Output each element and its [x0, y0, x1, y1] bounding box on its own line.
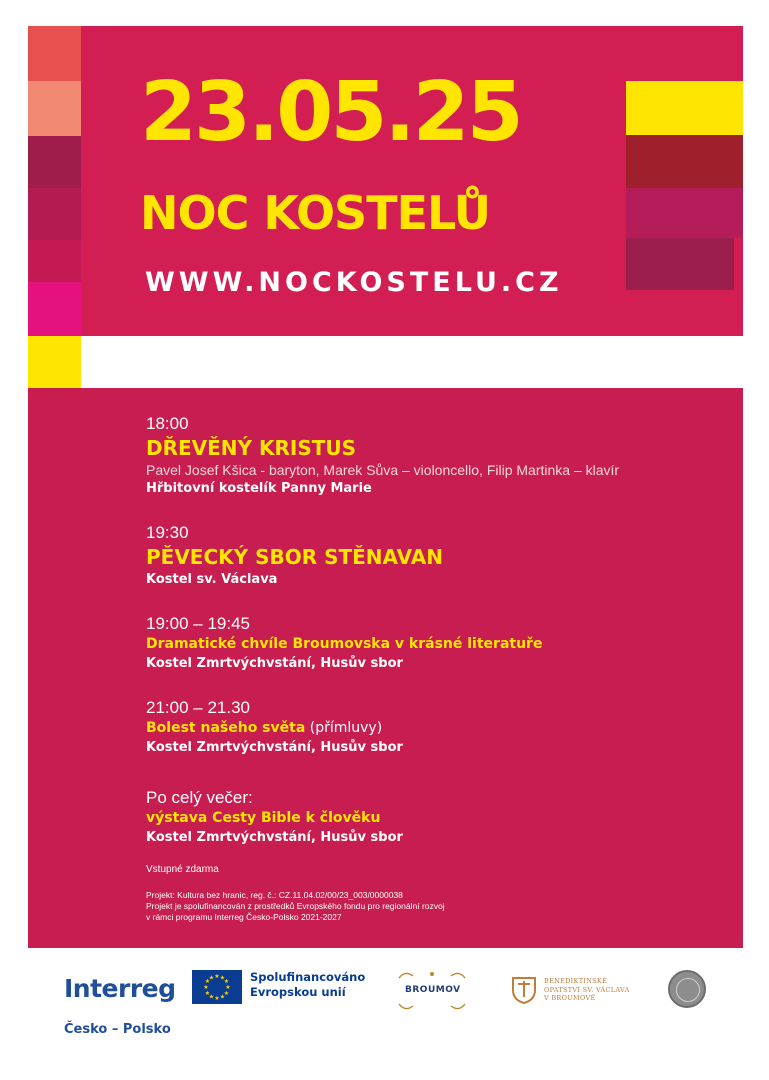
program-name: Bolest našeho světa [146, 720, 306, 736]
svg-text:★: ★ [223, 990, 230, 997]
logo-bar [0, 960, 769, 1070]
abbey-line: V BROUMOVĚ [544, 994, 596, 1002]
eu-line: Spolufinancováno [250, 970, 366, 984]
broumov-logo [395, 968, 469, 1012]
svg-text:★: ★ [208, 993, 215, 1001]
program-item [146, 787, 726, 847]
abbey-line: OPATSTVÍ SV. VÁCLAVA [544, 985, 630, 994]
program-place: Kostel Zmrtvýchvstání, Husův sbor [146, 830, 403, 845]
program-name: výstava Cesty Bible k člověku [146, 810, 381, 826]
stripe-yellow [626, 81, 743, 135]
svg-text:★: ★ [219, 993, 226, 1001]
program-place: Kostel Zmrtvýchvstání, Husův sbor [146, 740, 403, 755]
stripe-berry [626, 188, 743, 238]
project-line: v rámci programu Interreg Česko-Polsko 2021-2027 [146, 912, 342, 922]
program-note: (přímluvy) [305, 720, 383, 736]
project-info [146, 890, 445, 923]
program-time: Po celý večer: [146, 788, 253, 807]
svg-text:★: ★ [214, 995, 220, 1002]
program-time: 19:00 – 19:45 [146, 614, 250, 633]
color-square-plum [28, 136, 81, 188]
program-name-line [146, 719, 726, 738]
event-url: WWW.NOCKOSTELU.CZ [145, 267, 563, 298]
abbey-line: BENEDIKTINSKÉ [544, 977, 608, 985]
program-place: Kostel sv. Václava [146, 572, 278, 587]
program-performers: Pavel Josef Kšica - baryton, Marek Sůva – violoncello, Filip Martinka – klavír [146, 462, 620, 478]
program-place: Kostel Zmrtvýchvstání, Husův sbor [146, 656, 403, 671]
stripe-plum [626, 238, 734, 290]
project-line: Projekt: Kultura bez hranic, reg. č.: CZ.11.04.02/00/23_003/0000038 [146, 890, 403, 900]
color-square-coral [28, 26, 81, 81]
svg-text:★: ★ [219, 974, 226, 982]
program-name: Dramatické chvíle Broumovska v krásné literatuře [146, 636, 543, 652]
color-square-yellow [28, 336, 81, 388]
svg-text:★: ★ [225, 984, 231, 991]
color-square-magenta [28, 282, 81, 336]
eu-line: Evropskou unií [250, 985, 346, 999]
event-title: NOC KOSTELŮ [140, 186, 491, 240]
program-time: 18:00 [146, 414, 189, 433]
program-list [146, 413, 726, 867]
program-item [146, 413, 726, 498]
program-name: PĚVECKÝ SBOR STĚNAVAN [146, 545, 444, 569]
program-item [146, 522, 726, 589]
svg-text:★: ★ [204, 990, 211, 997]
color-square-raspberry [28, 188, 81, 240]
program-time: 21:00 – 21.30 [146, 698, 250, 717]
program-time: 19:30 [146, 523, 189, 542]
svg-text:★: ★ [204, 978, 211, 985]
interreg-logo: Interreg [64, 974, 176, 1003]
program-place: Hřbitovní kostelík Panny Marie [146, 481, 372, 496]
svg-text:★: ★ [208, 974, 215, 982]
program-item [146, 613, 726, 673]
program-name: DŘEVĚNÝ KRISTUS [146, 436, 357, 460]
color-square-salmon [28, 81, 81, 136]
eu-flag-icon [192, 970, 242, 1004]
abbey-crest-icon [510, 974, 538, 1004]
broumov-text: BROUMOV [405, 985, 461, 995]
svg-text:★: ★ [203, 984, 209, 991]
svg-text:★: ★ [223, 978, 230, 985]
interreg-subtitle: Česko – Polsko [64, 1022, 171, 1037]
stripe-dark-red [626, 135, 743, 188]
entry-info: Vstupné zdarma [146, 864, 219, 875]
event-date: 23.05.25 [140, 65, 521, 160]
svg-text:★: ★ [214, 973, 220, 980]
color-square-rose [28, 240, 81, 282]
eu-cofinancing-text [250, 970, 365, 1000]
abbey-text [544, 977, 630, 1003]
seal-logo-icon [668, 970, 706, 1008]
program-item [146, 697, 726, 757]
project-line: Projekt je spolufinancován z prostředků Evropského fondu pro regionální rozvoj [146, 901, 445, 911]
